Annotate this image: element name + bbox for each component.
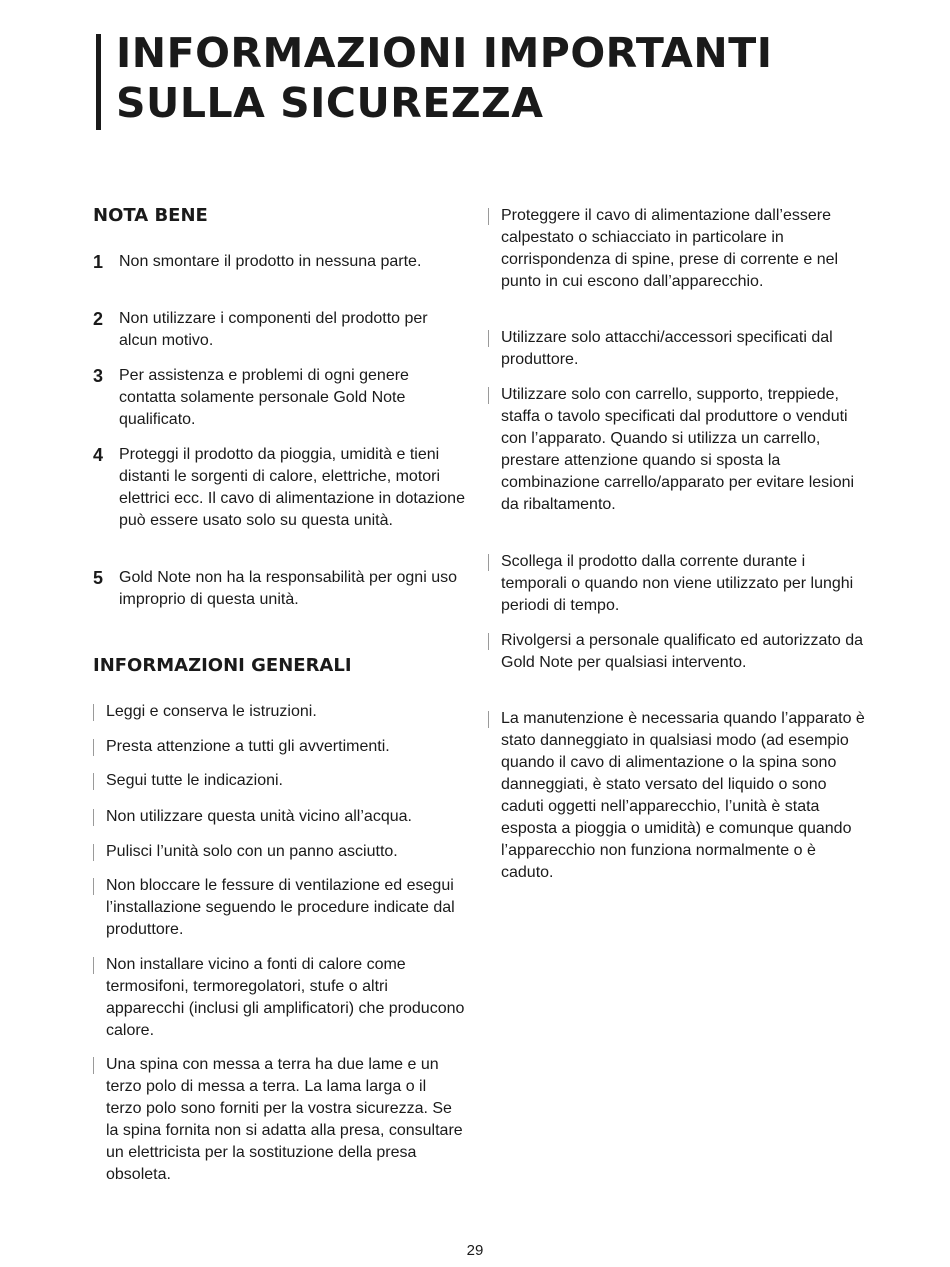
item-text: Segui tutte le indicazioni. (106, 772, 283, 789)
item-text: Gold Note non ha la responsabilità per ogni uso improprio di questa unità. (119, 569, 457, 608)
list-item (93, 841, 465, 863)
list-item (488, 708, 868, 884)
nota-bene-item (93, 251, 465, 273)
page-number: 29 (466, 1242, 484, 1259)
page-title (116, 28, 772, 128)
list-item (93, 806, 465, 828)
bullet-bar (93, 844, 94, 861)
list-item (488, 551, 868, 617)
list-item (93, 770, 465, 792)
nota-bene-item (93, 444, 465, 532)
bullet-bar (93, 1057, 94, 1074)
nota-bene-item (93, 308, 465, 352)
item-text: Proteggere il cavo di alimentazione dall’essere calpestato o schiacciato in particolare in corrispondenza di spine, prese di corrente e nel punto in cui escono dall’apparecchio. (501, 207, 839, 290)
item-number: 2 (93, 309, 104, 329)
item-text: Non utilizzare questa unità vicino all’acqua. (106, 808, 412, 825)
bullet-bar (488, 554, 489, 571)
item-text: Non utilizzare i componenti del prodotto per alcun motivo. (119, 310, 428, 349)
list-item (93, 1054, 463, 1186)
item-text: Utilizzare solo con carrello, supporto, treppiede, staffa o tavolo specificati dal produttore o venduti con l’apparato. Quando si utilizza un carrello, prestare attenzione quando si sposta la combinazione carrello/apparato per evitare lesioni da ribaltamento. (501, 386, 855, 513)
list-item (93, 701, 465, 723)
list-item (488, 384, 868, 516)
title-accent-bar (96, 34, 101, 130)
informazioni-generali-heading: INFORMAZIONI GENERALI (93, 655, 352, 676)
item-number: 1 (93, 252, 104, 272)
item-text: Non installare vicino a fonti di calore come termosifoni, termoregolatori, stufe o altri apparecchi (inclusi gli amplificatori) che producono calore. (106, 956, 465, 1039)
list-item (93, 736, 465, 758)
item-text: Una spina con messa a terra ha due lame e un terzo polo di messa a terra. La lama larga o il terzo polo sono forniti per la vostra sicurezza. Se la spina fornita non si adatta alla presa, consultare un elettricista per la sostituzione della presa obsoleta. (106, 1056, 463, 1183)
bullet-bar (488, 633, 489, 650)
nota-bene-item (93, 365, 465, 431)
list-item (93, 875, 455, 941)
item-text: Pulisci l’unità solo con un panno asciutto. (106, 843, 398, 860)
bullet-bar (93, 704, 94, 721)
item-text: Rivolgersi a personale qualificato ed autorizzato da Gold Note per qualsiasi intervento. (501, 632, 863, 671)
item-text: Non bloccare le fessure di ventilazione ed esegui l’installazione seguendo le procedure indicate dal produttore. (106, 877, 455, 938)
list-item (488, 327, 868, 371)
bullet-bar (93, 773, 94, 790)
bullet-bar (488, 711, 489, 728)
item-text: Per assistenza e problemi di ogni genere contatta solamente personale Gold Note qualificato. (119, 367, 409, 428)
item-number: 5 (93, 568, 104, 588)
page-title-line-2: SULLA SICUREZZA (116, 79, 544, 127)
bullet-bar (93, 878, 94, 895)
item-text: Leggi e conserva le istruzioni. (106, 703, 317, 720)
item-number: 3 (93, 366, 104, 386)
page-title-block (96, 28, 896, 130)
item-text: Non smontare il prodotto in nessuna parte. (119, 253, 422, 270)
item-text: Scollega il prodotto dalla corrente durante i temporali o quando non viene utilizzato per lunghi periodi di tempo. (501, 553, 854, 614)
list-item (93, 954, 465, 1042)
bullet-bar (93, 957, 94, 974)
item-text: Presta attenzione a tutti gli avvertimenti. (106, 738, 390, 755)
item-text: Proteggi il prodotto da pioggia, umidità e tieni distanti le sorgenti di calore, elettriche, motori elettrici ecc. Il cavo di alimentazione in dotazione può essere usato solo su questa unità. (119, 446, 465, 529)
list-item (488, 205, 858, 293)
item-text: La manutenzione è necessaria quando l’apparato è stato danneggiato in qualsiasi modo (ad esempio quando il cavo di alimentazione o la spina sono danneggiati, è stato versato del liquido o sono caduti oggetti nell’apparecchio, l’unità è stata esposta a pioggia o umidità) e comunque quando l’apparecchio non funziona normalmente o è caduto. (501, 710, 865, 881)
bullet-bar (488, 208, 489, 225)
nota-bene-heading: NOTA BENE (93, 205, 208, 226)
page-title-line-1: INFORMAZIONI IMPORTANTI (116, 29, 773, 77)
bullet-bar (488, 330, 489, 347)
list-item (488, 630, 868, 674)
item-text: Utilizzare solo attacchi/accessori specificati dal produttore. (501, 329, 833, 368)
nota-bene-item (93, 567, 465, 611)
bullet-bar (488, 387, 489, 404)
item-number: 4 (93, 445, 104, 465)
bullet-bar (93, 809, 94, 826)
bullet-bar (93, 739, 94, 756)
